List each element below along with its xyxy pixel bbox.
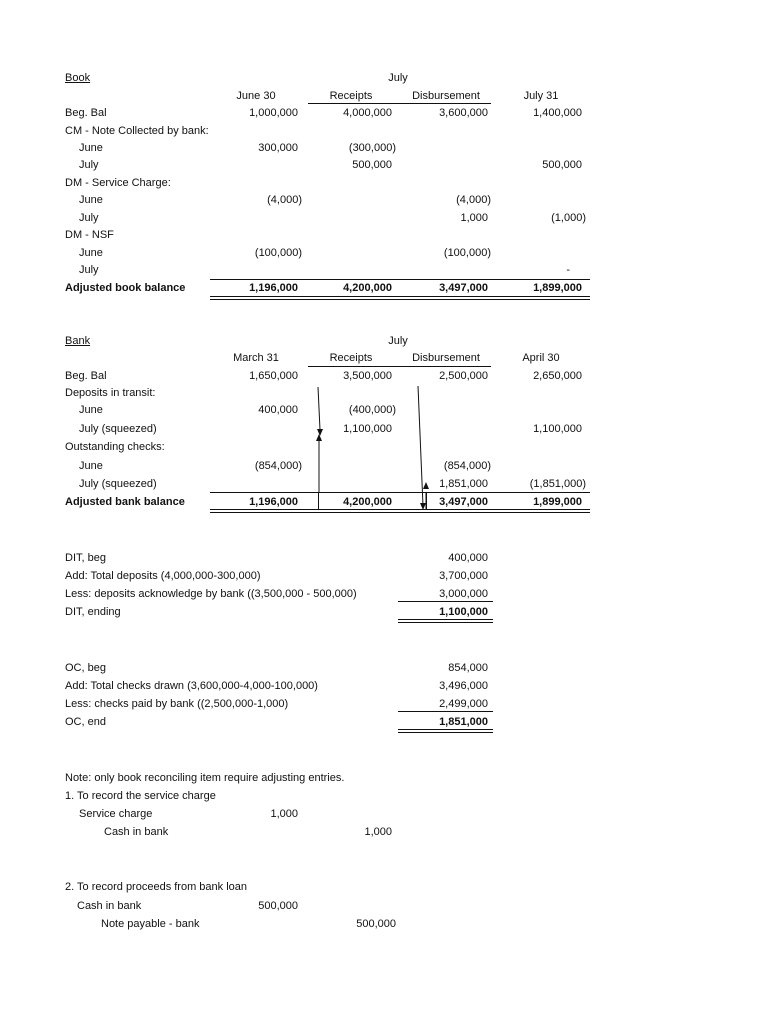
oc-value: 2,499,000 bbox=[439, 698, 488, 710]
book-cell: 1,400,000 bbox=[533, 107, 582, 119]
entry-title: 1. To record the service charge bbox=[65, 790, 216, 802]
bank-row-label: Beg. Bal bbox=[65, 370, 107, 382]
bank-cell: 1,100,000 bbox=[343, 423, 392, 435]
book-cell: 1,000 bbox=[460, 212, 488, 224]
book-row-label: July bbox=[79, 264, 99, 276]
bank-title: Bank bbox=[65, 335, 91, 347]
book-row-label: June bbox=[79, 142, 103, 154]
debit-amount: 500,000 bbox=[258, 900, 298, 912]
book-cell: (100,000) bbox=[443, 247, 491, 259]
bank-col-header: April 30 bbox=[522, 352, 560, 364]
book-cell: (4,000) bbox=[267, 194, 302, 206]
book-row-label: June bbox=[79, 247, 103, 259]
debit-account: Service charge bbox=[79, 808, 153, 820]
bank-cell: 1,100,000 bbox=[533, 423, 582, 435]
dit-value: 3,000,000 bbox=[439, 588, 488, 600]
arrowhead-down-icon bbox=[420, 503, 426, 510]
book-cell: 500,000 bbox=[352, 159, 392, 171]
book-row-label: Beg. Bal bbox=[65, 107, 107, 119]
bank-row-label: June bbox=[79, 404, 103, 416]
credit-account: Cash in bank bbox=[104, 826, 169, 838]
bank-col-header: Disbursement bbox=[412, 352, 480, 364]
credit-amount: 1,000 bbox=[364, 826, 392, 838]
oc-total-double-rule bbox=[398, 729, 493, 733]
bank-total-label: Adjusted bank balance bbox=[65, 496, 185, 508]
book-total-cell: 4,200,000 bbox=[343, 282, 392, 294]
bank-cell: (400,000) bbox=[348, 404, 396, 416]
book-row-label: July bbox=[79, 212, 99, 224]
book-col-header: Receipts bbox=[329, 90, 373, 102]
book-total-cell: 3,497,000 bbox=[439, 282, 488, 294]
bank-cell: 2,500,000 bbox=[439, 370, 488, 382]
oc-total-value: 1,851,000 bbox=[439, 716, 488, 728]
book-row-label: CM - Note Collected by bank: bbox=[65, 125, 209, 137]
dit-total-double-rule bbox=[398, 619, 493, 623]
book-total-cell: 1,196,000 bbox=[249, 282, 298, 294]
credit-account: Note payable - bank bbox=[101, 918, 200, 930]
oc-label: OC, beg bbox=[65, 662, 106, 674]
book-cell: (100,000) bbox=[254, 247, 302, 259]
bank-total-cell: 1,196,000 bbox=[249, 496, 298, 508]
bank-cell: 400,000 bbox=[258, 404, 298, 416]
oc-value: 3,496,000 bbox=[439, 680, 488, 692]
debit-amount: 1,000 bbox=[270, 808, 298, 820]
bank-col-header: Receipts bbox=[329, 352, 373, 364]
arrowhead-up-icon bbox=[423, 482, 429, 489]
book-row-label: DM - NSF bbox=[65, 229, 114, 241]
oc-value: 854,000 bbox=[448, 662, 488, 674]
bank-row-label: June bbox=[79, 460, 103, 472]
bank-period-label: July bbox=[388, 335, 408, 347]
book-cell: 1,000,000 bbox=[249, 107, 298, 119]
dit-label: Add: Total deposits (4,000,000-300,000) bbox=[65, 570, 261, 582]
book-cell: 300,000 bbox=[258, 142, 298, 154]
bank-col-header: March 31 bbox=[233, 352, 279, 364]
book-total-label: Adjusted book balance bbox=[65, 282, 186, 294]
credit-amount: 500,000 bbox=[356, 918, 396, 930]
book-row-label: July bbox=[79, 159, 99, 171]
book-row-label: June bbox=[79, 194, 103, 206]
book-col-header: July 31 bbox=[523, 90, 559, 102]
bank-cell: (1,851,000) bbox=[529, 478, 586, 490]
entry-title: 2. To record proceeds from bank loan bbox=[65, 881, 248, 893]
bank-cell: (854,000) bbox=[254, 460, 302, 472]
bank-cell: 2,650,000 bbox=[533, 370, 582, 382]
arrow-down-icon bbox=[418, 386, 423, 506]
bank-total-cell: 4,200,000 bbox=[343, 496, 392, 508]
debit-account: Cash in bank bbox=[77, 900, 142, 912]
arrowhead-down-icon bbox=[317, 429, 323, 436]
bank-cell: 1,650,000 bbox=[249, 370, 298, 382]
book-period-label: July bbox=[388, 72, 408, 84]
book-cell: 4,000,000 bbox=[343, 107, 392, 119]
book-cell: (300,000) bbox=[348, 142, 396, 154]
bank-cell: 3,500,000 bbox=[343, 370, 392, 382]
book-col-header: Disbursement bbox=[412, 90, 480, 102]
oc-label: Add: Total checks drawn (3,600,000-4,000-100,000) bbox=[65, 680, 318, 692]
dit-subtotal-rule bbox=[398, 601, 493, 602]
book-title: Book bbox=[65, 72, 91, 84]
dit-label: Less: deposits acknowledge by bank ((3,500,000 - 500,000) bbox=[65, 588, 357, 600]
oc-label: Less: checks paid by bank ((2,500,000-1,000) bbox=[65, 698, 289, 710]
oc-subtotal-rule bbox=[398, 711, 493, 712]
book-cell: 3,600,000 bbox=[439, 107, 488, 119]
bank-row-label: July (squeezed) bbox=[79, 478, 157, 490]
book-total-cell: 1,899,000 bbox=[533, 282, 582, 294]
arrow-down-icon bbox=[318, 387, 320, 430]
dit-value: 3,700,000 bbox=[439, 570, 488, 582]
book-cell: 500,000 bbox=[542, 159, 582, 171]
book-col-header: June 30 bbox=[236, 90, 276, 102]
dit-label: DIT, ending bbox=[65, 606, 121, 618]
book-cell: (4,000) bbox=[456, 194, 491, 206]
book-cell: - bbox=[566, 264, 570, 276]
arrowhead-up-icon bbox=[316, 434, 322, 441]
note-text: Note: only book reconciling item require adjusting entries. bbox=[65, 772, 345, 784]
dit-label: DIT, beg bbox=[65, 552, 106, 564]
dit-total-value: 1,100,000 bbox=[439, 606, 488, 618]
bank-cell: 1,851,000 bbox=[439, 478, 488, 490]
bank-row-label: Deposits in transit: bbox=[65, 387, 156, 399]
bank-total-cell: 3,497,000 bbox=[439, 496, 488, 508]
oc-label: OC, end bbox=[65, 716, 106, 728]
bank-row-label: Outstanding checks: bbox=[65, 441, 165, 453]
dit-value: 400,000 bbox=[448, 552, 488, 564]
book-row-label: DM - Service Charge: bbox=[65, 177, 171, 189]
bank-row-label: July (squeezed) bbox=[79, 423, 157, 435]
bank-total-cell: 1,899,000 bbox=[533, 496, 582, 508]
book-cell: (1,000) bbox=[551, 212, 586, 224]
bank-cell: (854,000) bbox=[443, 460, 491, 472]
